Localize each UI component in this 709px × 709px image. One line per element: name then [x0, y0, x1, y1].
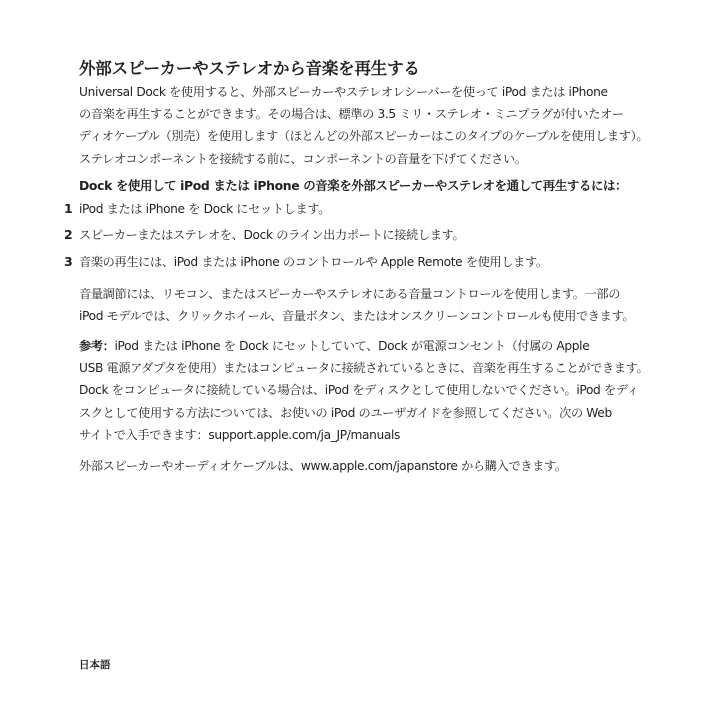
cable-paragraph	[79, 455, 654, 477]
volume-paragraph	[79, 283, 654, 327]
volume-line: 音量調節には、リモコン、またはスピーカーやステレオにある音量コントロールを使用します。一部の	[79, 287, 621, 301]
step-text: スピーカーまたはステレオを、Dock のライン出力ポートに接続します。	[79, 228, 465, 242]
note-paragraph	[79, 335, 654, 446]
step-2	[64, 224, 464, 246]
section-title: 外部スピーカーやステレオから音楽を再生する	[79, 59, 420, 78]
intro-line: ディオケーブル（別売）を使用します（ほとんどの外部スピーカーはこのタイプのケーブルを使用します）。	[79, 129, 649, 144]
intro-paragraph	[79, 81, 654, 170]
procedure-heading: Dock を使用して iPod または iPhone の音楽を外部スピーカーやステレオを通して再生するには：	[79, 178, 628, 193]
note-line: USB 電源アダプタを使用）またはコンピュータに接続されているときに、音楽を再生することができます。	[79, 361, 649, 376]
note-label: 参考：	[79, 339, 115, 353]
note-line: スクとして使用する方法については、お使いの iPod のユーザガイドを参照してください。次の Web	[79, 405, 612, 420]
step-3	[64, 251, 548, 273]
volume-line: iPod モデルでは、クリックホイール、音量ボタン、またはオンスクリーンコントロールも使用できます。	[79, 309, 635, 324]
step-number: 1	[64, 201, 73, 216]
footer-language: 日本語	[79, 659, 111, 671]
intro-line: Universal Dock を使用すると、外部スピーカーやステレオレシーバーを使って iPod または iPhone	[79, 85, 608, 99]
note-line: Dock をコンピュータに接続している場合は、iPod をディスクとして使用しないでください。iPod をディ	[79, 383, 639, 398]
note-line	[79, 335, 654, 357]
step-number: 3	[64, 254, 73, 269]
note-first-line: iPod または iPhone を Dock にセットしていて、Dock が電源コンセント（付属の Apple	[114, 339, 590, 353]
step-text: iPod または iPhone を Dock にセットします。	[79, 202, 331, 216]
intro-line: の音楽を再生することができます。その場合は、標準の 3.5 ミリ・ステレオ・ミニプラグが付いたオー	[79, 107, 624, 122]
step-1	[64, 198, 330, 220]
cable-line: 外部スピーカーやオーディオケーブルは、www.apple.com/japanstore から購入できます。	[79, 459, 567, 473]
intro-line: ステレオコンポーネントを接続する前に、コンポーネントの音量を下げてください。	[79, 151, 527, 166]
step-text: 音楽の再生には、iPod または iPhone のコントロールや Apple Remote を使用します。	[79, 255, 548, 269]
step-number: 2	[64, 227, 73, 242]
note-line: サイトで入手できます：support.apple.com/ja_JP/manuals	[79, 427, 401, 442]
